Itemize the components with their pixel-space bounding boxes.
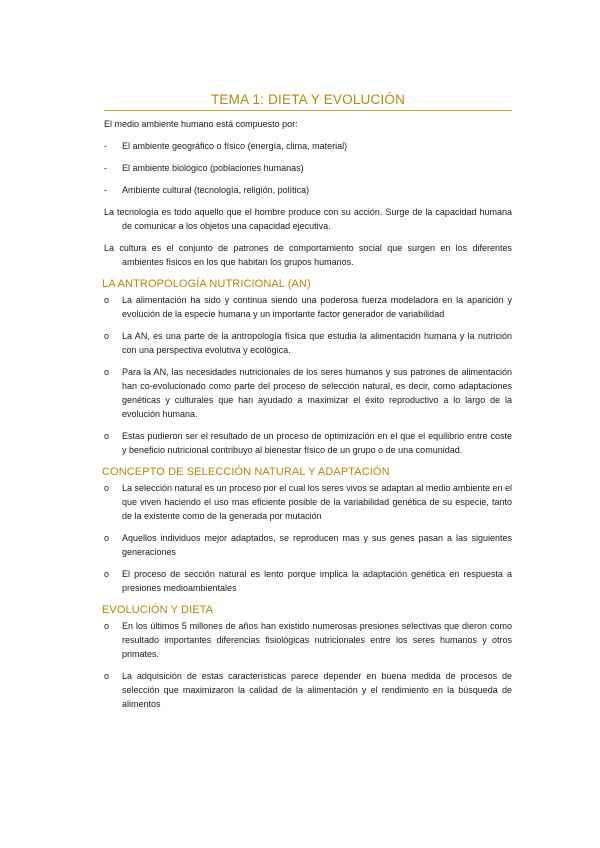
page-title: TEMA 1: DIETA Y EVOLUCIÓN [104,92,512,111]
bullet-marker: o [104,331,110,341]
bullet-marker: o [104,621,110,631]
bullet-marker: o [104,367,110,377]
list-item: o Aquellos individuos mejor adaptados, se reproducen mas y sus genes pasan a las siguientes generaciones [104,533,512,557]
list-item: o El proceso de sección natural es lento porque implica la adaptación genética en respuesta a presiones medioambientales [104,569,512,593]
technology-paragraph: La tecnología es todo aquello que el hombre produce con su acción. Surge de la capacidad humana de comunicar a los objetos una capacidad ejecutiva. [104,207,512,231]
culture-paragraph: La cultura es el conjunto de patrones de comportamiento social que surgen en los diferentes ambientes físicos en los que habitan los grupos humanos. [104,243,512,267]
bullet-marker: o [104,533,110,543]
section-heading: CONCEPTO DE SELECCIÓN NATURAL Y ADAPTACIÓN [102,466,390,478]
dash-marker: - [104,185,107,195]
list-item: o La adquisición de estas características parece depender en buena medida de procesos de selección que maximizaron la calidad de la alimentación y el rendimiento en la búsqueda de alimentos [104,671,512,709]
bullet-marker: o [104,671,110,681]
section-list [104,481,512,595]
list-item: o La alimentación ha sido y continua siendo una poderosa fuerza modeladora en la aparición y evolución de la especie humana y un importante factor generador de variabilidad [104,295,512,319]
section-list [104,619,512,711]
dash-marker: - [104,141,107,151]
list-item: o La selección natural es un proceso por el cual los seres vivos se adaptan al medio ambiente en el que viven haciendo el uso mas eficiente posible de la variabilidad genética de su especie, tanto de la existente como de la generada por mutación [104,483,512,521]
bullet-marker: o [104,569,110,579]
section-heading: LA ANTROPOLOGÍA NUTRICIONAL (AN) [102,278,311,290]
list-item: - Ambiente cultural (tecnología, religión, política) [104,185,310,195]
intro-text: El medio ambiente humano está compuesto por: [104,119,298,129]
list-item: o En los últimos 5 millones de años han existido numerosas presiones selectivas que dieron como resultado importantes diferencias fisiológicas nutricionales entre los seres humanos y otros primates. [104,621,512,659]
list-item: - El ambiente biológico (poblaciones humanas) [104,163,304,173]
list-item: - El ambiente geográfico o físico (energía, clima, material) [104,141,348,151]
list-item: o Estas pudieron ser el resultado de un proceso de optimización en el que el equilibrio entre coste y beneficio nutricional contribuyo al bienestar físico de un grupo o de una comunidad. [104,431,512,455]
bullet-marker: o [104,295,110,305]
section-list [104,293,512,457]
list-item: o Para la AN, las necesidades nutricionales de los seres humanos y sus patrones de alimentación han co-evolucionado como parte del proceso de selección natural, es decir, como adaptaciones genéticas y culturales que han ayudado a maximizar el éxito reproductivo a lo largo de la evolución humana. [104,367,512,419]
section-heading: EVOLUCIÓN Y DIETA [102,604,214,616]
environment-list [104,139,512,197]
list-item: o La AN, es una parte de la antropología física que estudia la alimentación humana y la nutrición con una perspectiva evolutiva y ecológica. [104,331,512,355]
bullet-marker: o [104,431,110,441]
bullet-marker: o [104,483,110,493]
dash-marker: - [104,163,107,173]
